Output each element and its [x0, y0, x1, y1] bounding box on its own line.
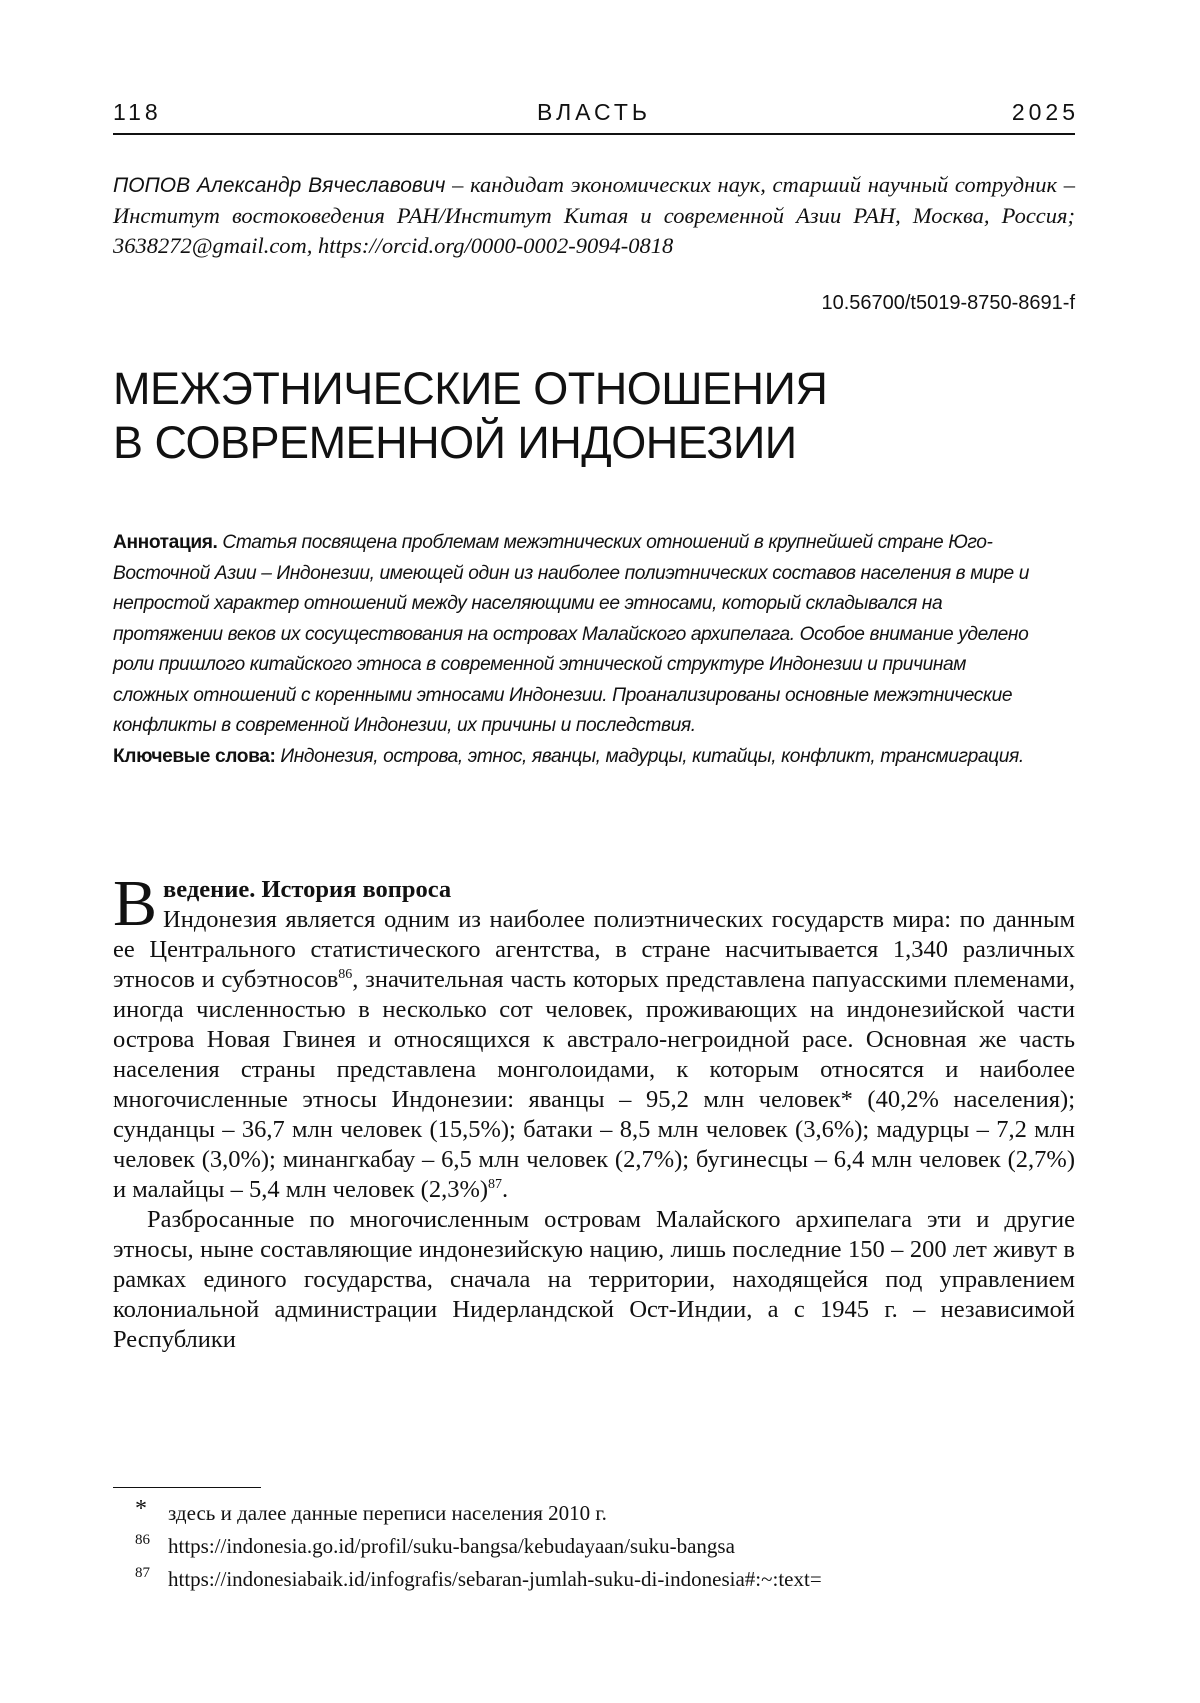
intro-paragraph [113, 867, 1076, 1205]
article-title [113, 362, 1075, 470]
footnote-link[interactable]: https://indonesia.go.id/profil/suku-bangsa/kebudayaan/suku-bangsa [168, 1534, 735, 1558]
page-number: 118 [113, 99, 162, 125]
intro-text-end: . [502, 1176, 509, 1203]
abstract-label: Аннотация. [113, 532, 218, 553]
body-paragraph-2: Разбросанные по многочисленным островам Малайского архипелага эти и другие этносы, ныне составляющие индонезийскую нацию, лишь последние 150 – 200 лет живут в рамках единого государства, сначала на территории, находящейся под управлением колониальной администрации Нидерландской Ост-Индии, а с 1945 г. – независимой Республики [113, 1206, 1075, 1353]
journal-name: ВЛАСТЬ [536, 99, 651, 125]
footnote-divider [113, 1487, 261, 1488]
intro-text-1: Индонезия является одним из наиболее полиэтнических государств мира: по данным ее Центрального статистического агентства, в стране насчитывается 1,340 различных этносов и субэтносов [113, 906, 1075, 993]
keywords-label: Ключевые слова: [113, 745, 276, 767]
footnote-item [113, 1563, 1075, 1596]
section-heading: ведение. История вопроса [163, 876, 452, 903]
footnote-ref-86[interactable]: 86 [338, 966, 353, 982]
page [113, 0, 1079, 1703]
abstract-text: Статья посвящена проблемам межэтнических отношений в крупнейшей стране Юго-Восточной Азии – Индонезии, имеющей один из наиболее полиэтнических составов населения в мире и непростой характер отношений между населяющими ее этносами, который складывался на протяжении веков их сосуществования на островах Малайского архипелага. Особое внимание уделено роли пришлого китайского этноса в современной этнической структуре Индонезии и причинам сложных отношений с коренными этносами Индонезии. Проанализированы основные межэтнические конфликты в современной Индонезии, их причины и последствия. [113, 532, 1029, 736]
footnote-mark: 86 [135, 1532, 150, 1548]
footnote-ref-87[interactable]: 87 [488, 1176, 503, 1192]
running-head [113, 99, 1079, 135]
footnote-item [113, 1530, 1075, 1563]
author-bio: – кандидат экономических наук, старший научный сотрудник – Институт востоковедения РАН/Институт Китая и современной Азии РАН, Москва, Россия; 3638272@gmail.com, https://orcid.org/0000-0002-9094-0818 [113, 172, 1075, 258]
keywords-text: Индонезия, острова, этнос, яванцы, мадурцы, китайцы, конфликт, трансмиграция. [275, 745, 1024, 767]
footnote-mark: * [135, 1496, 147, 1522]
author-name: ПОПОВ Александр Вячеславович [113, 174, 446, 197]
author-info [113, 170, 1075, 261]
drop-cap: В [113, 867, 158, 940]
footnote-mark: 87 [135, 1565, 150, 1581]
title-line-2: В СОВРЕМЕННОЙ ИНДОНЕЗИИ [113, 417, 797, 468]
doi: 10.56700/t5019-8750-8691-f [821, 292, 1075, 314]
footnote-link[interactable]: https://indonesiabaik.id/infografis/sebaran-jumlah-suku-di-indonesia#:~:text= [168, 1567, 822, 1591]
title-line-1: МЕЖЭТНИЧЕСКИЕ ОТНОШЕНИЯ [113, 363, 828, 414]
footnotes [113, 1497, 1075, 1596]
abstract-paragraph [113, 528, 1033, 742]
intro-text-2: , значительная часть которых представлена папуасскими племенами, иногда численностью в несколько сот человек, проживающих на индонезийской части острова Новая Гвинея и относящихся к австрало-негроидной расе. Основная же часть населения страны представлена монголоидами, к которым относятся и наиболее многочисленные этносы Индонезии: яванцы – 95,2 млн человек* (40,2% населения); сунданцы – 36,7 млн человек (15,5%); батаки – 8,5 млн человек (3,6%); мадурцы – 7,2 млн человек (3,0%); минангкабау – 6,5 млн человек (2,7%); бугинесцы – 6,4 млн человек (2,7%) и малайцы – 5,4 млн человек (2,3%) [113, 966, 1076, 1203]
footnote-item [113, 1497, 1075, 1530]
issue-year: 2025 [1011, 99, 1079, 125]
keywords-paragraph [113, 742, 1033, 773]
article-body [113, 867, 1076, 1355]
footnote-text: здесь и далее данные переписи населения 2010 г. [168, 1501, 607, 1525]
abstract [113, 528, 1033, 772]
